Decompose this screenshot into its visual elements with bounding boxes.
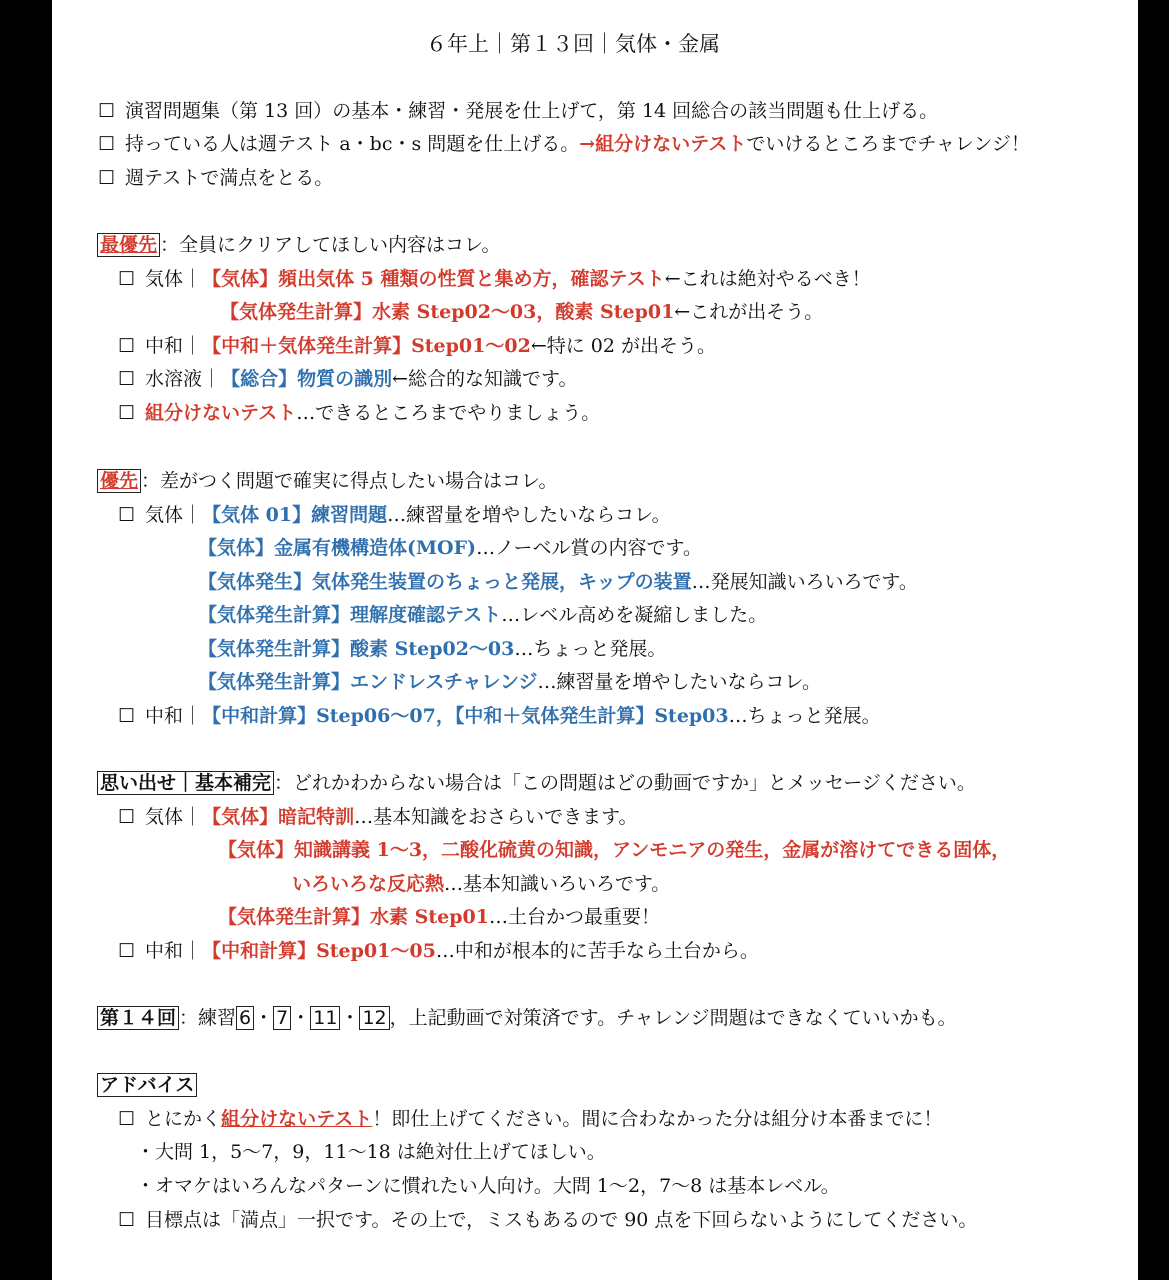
section-label: アドバイス [97, 1073, 197, 1097]
separator: ・ [291, 1007, 311, 1029]
item-highlight: 【気体発生計算】水素 Step02〜03，酸素 Step01 [220, 301, 675, 323]
list-item [118, 267, 871, 291]
checkbox-icon: ☐ [118, 504, 136, 526]
intro-text: 週テストで満点をとる。 [125, 167, 334, 189]
section-round14-heading [97, 1006, 957, 1030]
list-item [198, 670, 821, 694]
item-note: ←これは絶対やるべき！ [664, 268, 871, 290]
item-highlight: 【気体 01】練習問題 [202, 504, 388, 526]
item-highlight: 【気体発生計算】理解度確認テスト [198, 604, 502, 626]
list-item [292, 872, 670, 896]
item-note: …基本知識をおさらいできます。 [354, 806, 638, 828]
section-desc: ，上記動画で対策済です。チャレンジ問題はできなくていいかも。 [389, 1007, 957, 1029]
item-note: …ノーベル賞の内容です。 [476, 537, 702, 559]
checkbox-icon: ☐ [98, 133, 116, 155]
section-desc: ：差がつく問題で確実に得点したい場合はコレ。 [141, 470, 558, 492]
item-highlight: 【気体発生】気体発生装置のちょっと発展，キップの装置 [198, 571, 692, 593]
section-advice-heading [97, 1073, 197, 1097]
item-highlight: 【中和計算】Step06〜07，【中和＋気体発生計算】Step03 [202, 705, 729, 727]
item-note: ←総合的な知識です。 [392, 368, 578, 390]
section-label: 思い出せ｜基本補完 [97, 771, 274, 795]
section-label: 最優先 [97, 233, 160, 257]
item-note: …発展知識いろいろです。 [691, 571, 918, 593]
list-item [118, 805, 638, 829]
list-item: ・大問 1，5〜7，9，11〜18 は絶対仕上げてほしい。 [136, 1141, 606, 1163]
item-highlight: 組分けないテスト [145, 402, 297, 424]
item-note: …ちょっと発展。 [514, 638, 667, 660]
list-item: ・オマケはいろんなパターンに慣れたい人向け。大問 1〜2，7〜8 は基本レベル。 [136, 1175, 840, 1197]
item-highlight: 【気体】金属有機構造体(MOF) [198, 537, 477, 559]
category-label: 水溶液｜ [145, 368, 222, 390]
category-label: 中和｜ [145, 335, 203, 357]
checkbox-icon: ☐ [118, 402, 136, 424]
list-item [220, 300, 823, 324]
item-highlight: 【中和＋気体発生計算】Step01〜02 [202, 335, 531, 357]
problem-number: 12 [359, 1006, 389, 1030]
item-highlight: 【総合】物質の識別 [221, 368, 393, 390]
item-highlight: 【気体】暗記特訓 [202, 806, 355, 828]
item-highlight: 【気体発生計算】酸素 Step02〜03 [198, 638, 515, 660]
item-note: …土台かつ最重要！ [488, 906, 660, 928]
checkbox-icon: ☐ [118, 806, 136, 828]
list-item [118, 401, 600, 425]
category-label: 気体｜ [145, 806, 203, 828]
intro-item-3 [98, 166, 333, 190]
item-note: …練習量を増やしたいならコレ。 [387, 504, 671, 526]
list-item [118, 1107, 942, 1131]
checkbox-icon: ☐ [118, 705, 136, 727]
section-priority-heading [97, 469, 558, 493]
item-note: …基本知識いろいろです。 [444, 873, 671, 895]
item-highlight: 【気体】頻出気体 5 種類の性質と集め方，確認テスト [202, 268, 665, 290]
intro-item-1 [98, 99, 938, 123]
item-note: …できるところまでやりましょう。 [296, 402, 601, 424]
section-label: 第１４回 [97, 1006, 179, 1030]
list-item [198, 536, 702, 560]
checkbox-icon: ☐ [118, 335, 136, 357]
item-note: 目標点は「満点」一択です。その上で，ミスもあるので 90 点を下回らないようにしてください。 [145, 1209, 978, 1231]
item-highlight: 組分けないテスト [221, 1108, 373, 1130]
list-item [218, 905, 660, 929]
intro-highlight: →組分けないテスト [579, 133, 747, 155]
checkbox-icon: ☐ [118, 268, 136, 290]
problem-number: 6 [236, 1006, 254, 1030]
intro-text: でいけるところまでチャレンジ！ [746, 133, 1030, 155]
intro-text: 演習問題集（第 13 回）の基本・練習・発展を仕上げて，第 14 回総合の該当問題も仕上げる。 [125, 100, 939, 122]
page-title: ６年上｜第１３回｜気体・金属 [426, 32, 720, 56]
item-note: ！即仕上げてください。間に合わなかった分は組分け本番までに！ [372, 1108, 943, 1130]
section-highest-priority-heading [97, 233, 501, 257]
list-item [218, 838, 1010, 862]
section-desc: ：練習 [179, 1007, 237, 1029]
checkbox-icon: ☐ [118, 1209, 136, 1231]
checkbox-icon: ☐ [118, 940, 136, 962]
item-highlight: 【気体発生計算】エンドレスチャレンジ [198, 671, 538, 693]
separator: ・ [254, 1007, 274, 1029]
category-label: 中和｜ [145, 705, 203, 727]
item-highlight: 【中和計算】Step01〜05 [202, 940, 436, 962]
section-review-heading [97, 771, 976, 795]
item-note: …中和が根本的に苦手なら土台から。 [435, 940, 759, 962]
intro-text: 持っている人は週テスト a・bc・s 問題を仕上げる。 [125, 133, 580, 155]
intro-item-2 [98, 132, 1030, 156]
item-highlight: 【気体発生計算】水素 Step01 [218, 906, 489, 928]
category-label: 気体｜ [145, 268, 203, 290]
problem-number: 7 [273, 1006, 291, 1030]
list-item [198, 637, 666, 661]
list-item [118, 503, 671, 527]
item-note: ←これが出そう。 [674, 301, 824, 323]
separator: ・ [340, 1007, 360, 1029]
item-note: …レベル高めを凝縮しました。 [501, 604, 768, 626]
list-item [118, 704, 881, 728]
checkbox-icon: ☐ [118, 1108, 136, 1130]
item-note: …ちょっと発展。 [728, 705, 881, 727]
list-item [118, 1208, 977, 1232]
checkbox-icon: ☐ [98, 167, 116, 189]
checkbox-icon: ☐ [98, 100, 116, 122]
item-note: …練習量を増やしたいならコレ。 [537, 671, 822, 693]
list-item [118, 334, 716, 358]
item-note: とにかく [145, 1108, 222, 1130]
checkbox-icon: ☐ [118, 368, 136, 390]
section-desc: ：どれかわからない場合は「この問題はどの動画ですか」とメッセージください。 [274, 772, 976, 794]
category-label: 中和｜ [145, 940, 203, 962]
list-item [198, 603, 767, 627]
list-item [118, 367, 577, 391]
item-note: ←特に 02 が出そう。 [530, 335, 717, 357]
list-item [118, 939, 759, 963]
section-desc: ：全員にクリアしてほしい内容はコレ。 [160, 234, 501, 256]
section-label: 優先 [97, 469, 141, 493]
problem-number: 11 [310, 1006, 340, 1030]
document-page [52, 0, 1138, 1280]
item-highlight: 【気体】知識講義 1〜3，二酸化硫黄の知識，アンモニアの発生，金属が溶けてできる固体， [218, 839, 1011, 861]
category-label: 気体｜ [145, 504, 203, 526]
item-highlight: いろいろな反応熱 [292, 873, 445, 895]
list-item [198, 570, 918, 594]
